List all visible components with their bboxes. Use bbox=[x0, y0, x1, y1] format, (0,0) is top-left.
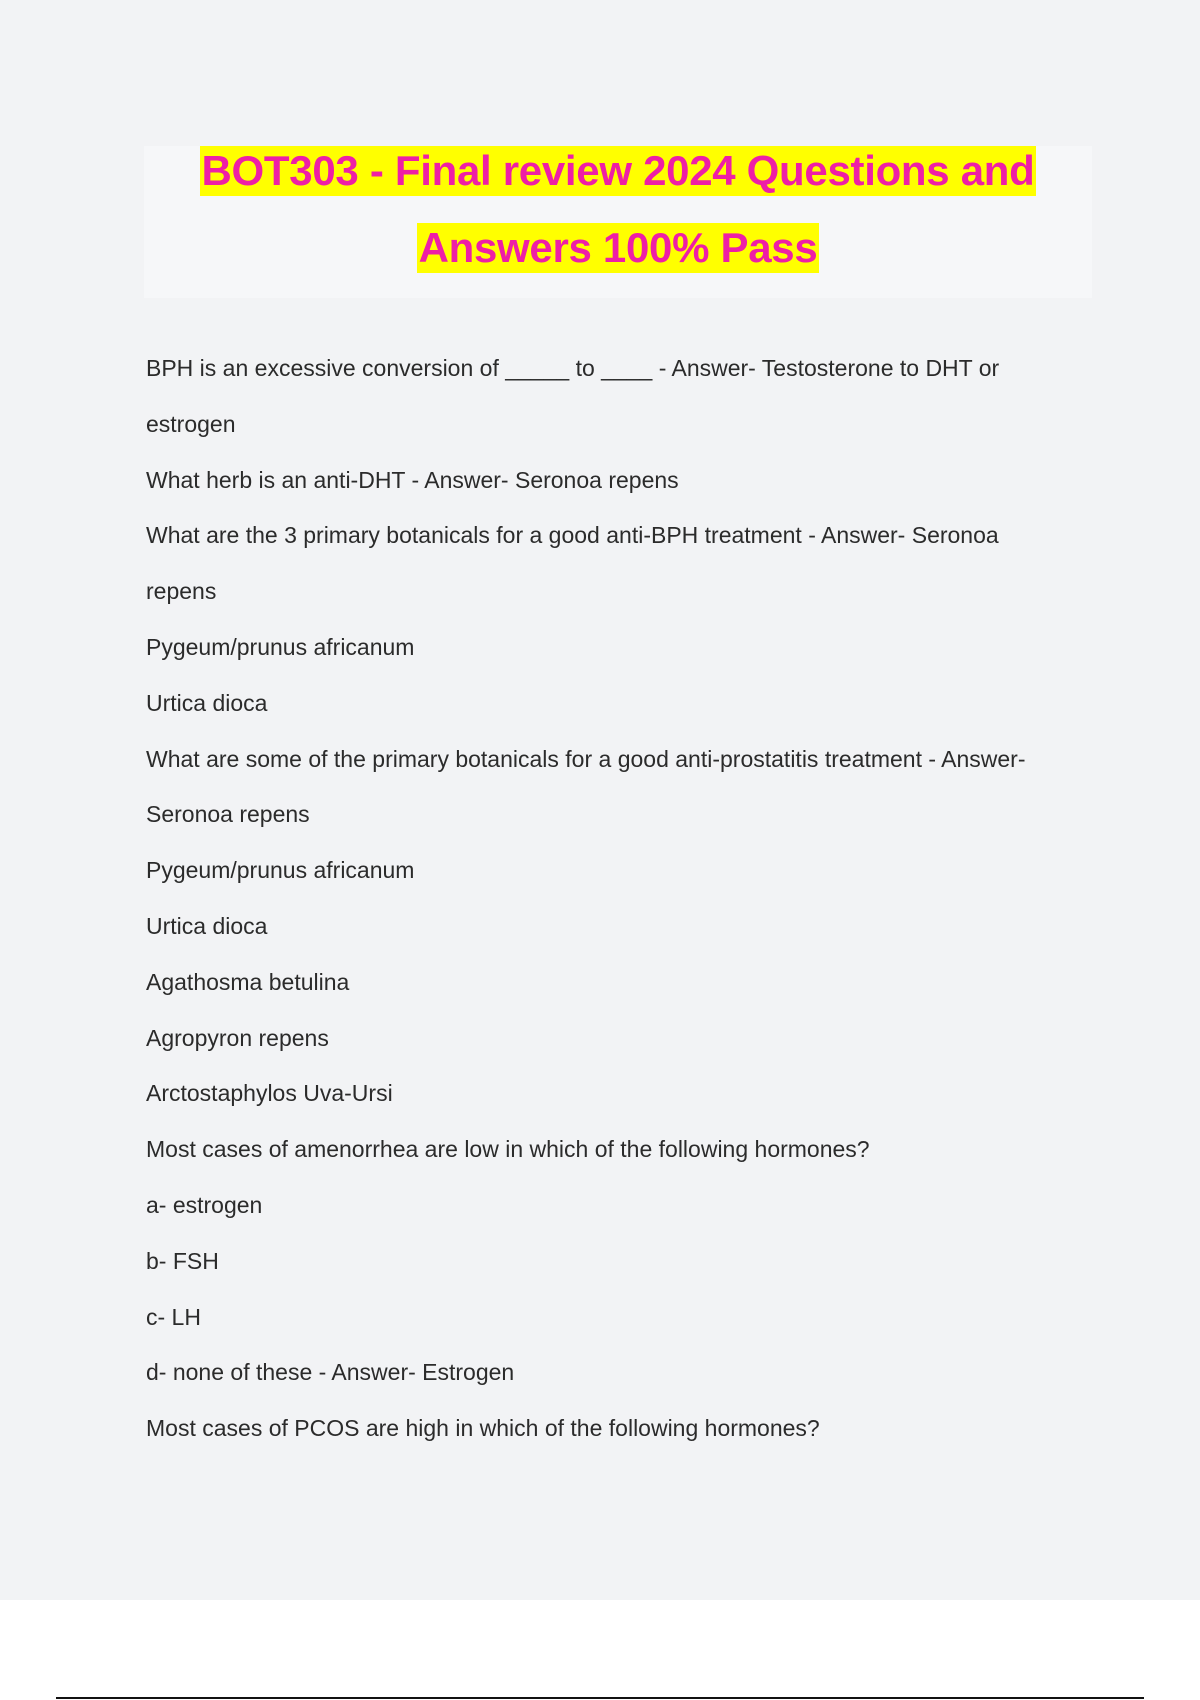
text-line: Most cases of PCOS are high in which of the following hormones? bbox=[146, 1415, 820, 1442]
footer-divider bbox=[56, 1697, 1144, 1699]
text-line: BPH is an excessive conversion of _____ to ____ - Answer- Testosterone to DHT or bbox=[146, 355, 1000, 381]
text-line: What are some of the primary botanicals for a good anti-prostatitis treatment - Answer- bbox=[146, 745, 1026, 772]
document-body bbox=[146, 350, 1106, 1466]
document-title-line-1: BOT303 - Final review 2024 Questions and bbox=[201, 147, 1035, 194]
text-line: a- estrogen bbox=[146, 1191, 263, 1218]
text-line: What herb is an anti-DHT - Answer- Seronoa repens bbox=[146, 466, 679, 493]
document-title-line-2: Answers 100% Pass bbox=[418, 224, 818, 271]
text-line: c- LH bbox=[146, 1303, 201, 1330]
text-line: Agropyron repens bbox=[146, 1024, 329, 1051]
text-line: Arctostaphylos Uva-Ursi bbox=[146, 1080, 393, 1107]
title-block bbox=[144, 146, 1092, 298]
text-line: repens bbox=[146, 578, 217, 605]
text-line: Most cases of amenorrhea are low in which of the following hormones? bbox=[146, 1136, 870, 1163]
text-line: Agathosma betulina bbox=[146, 968, 350, 995]
text-line: b- FSH bbox=[146, 1247, 219, 1274]
text-line: Pygeum/prunus africanum bbox=[146, 633, 415, 660]
text-line: d- none of these - Answer- Estrogen bbox=[146, 1359, 515, 1386]
text-line: estrogen bbox=[146, 410, 236, 437]
text-line: Urtica dioca bbox=[146, 689, 268, 716]
text-line: Pygeum/prunus africanum bbox=[146, 857, 415, 884]
text-line: Seronoa repens bbox=[146, 801, 310, 828]
text-line: What are the 3 primary botanicals for a good anti-BPH treatment - Answer- Seronoa bbox=[146, 522, 999, 549]
text-line: Urtica dioca bbox=[146, 912, 268, 939]
